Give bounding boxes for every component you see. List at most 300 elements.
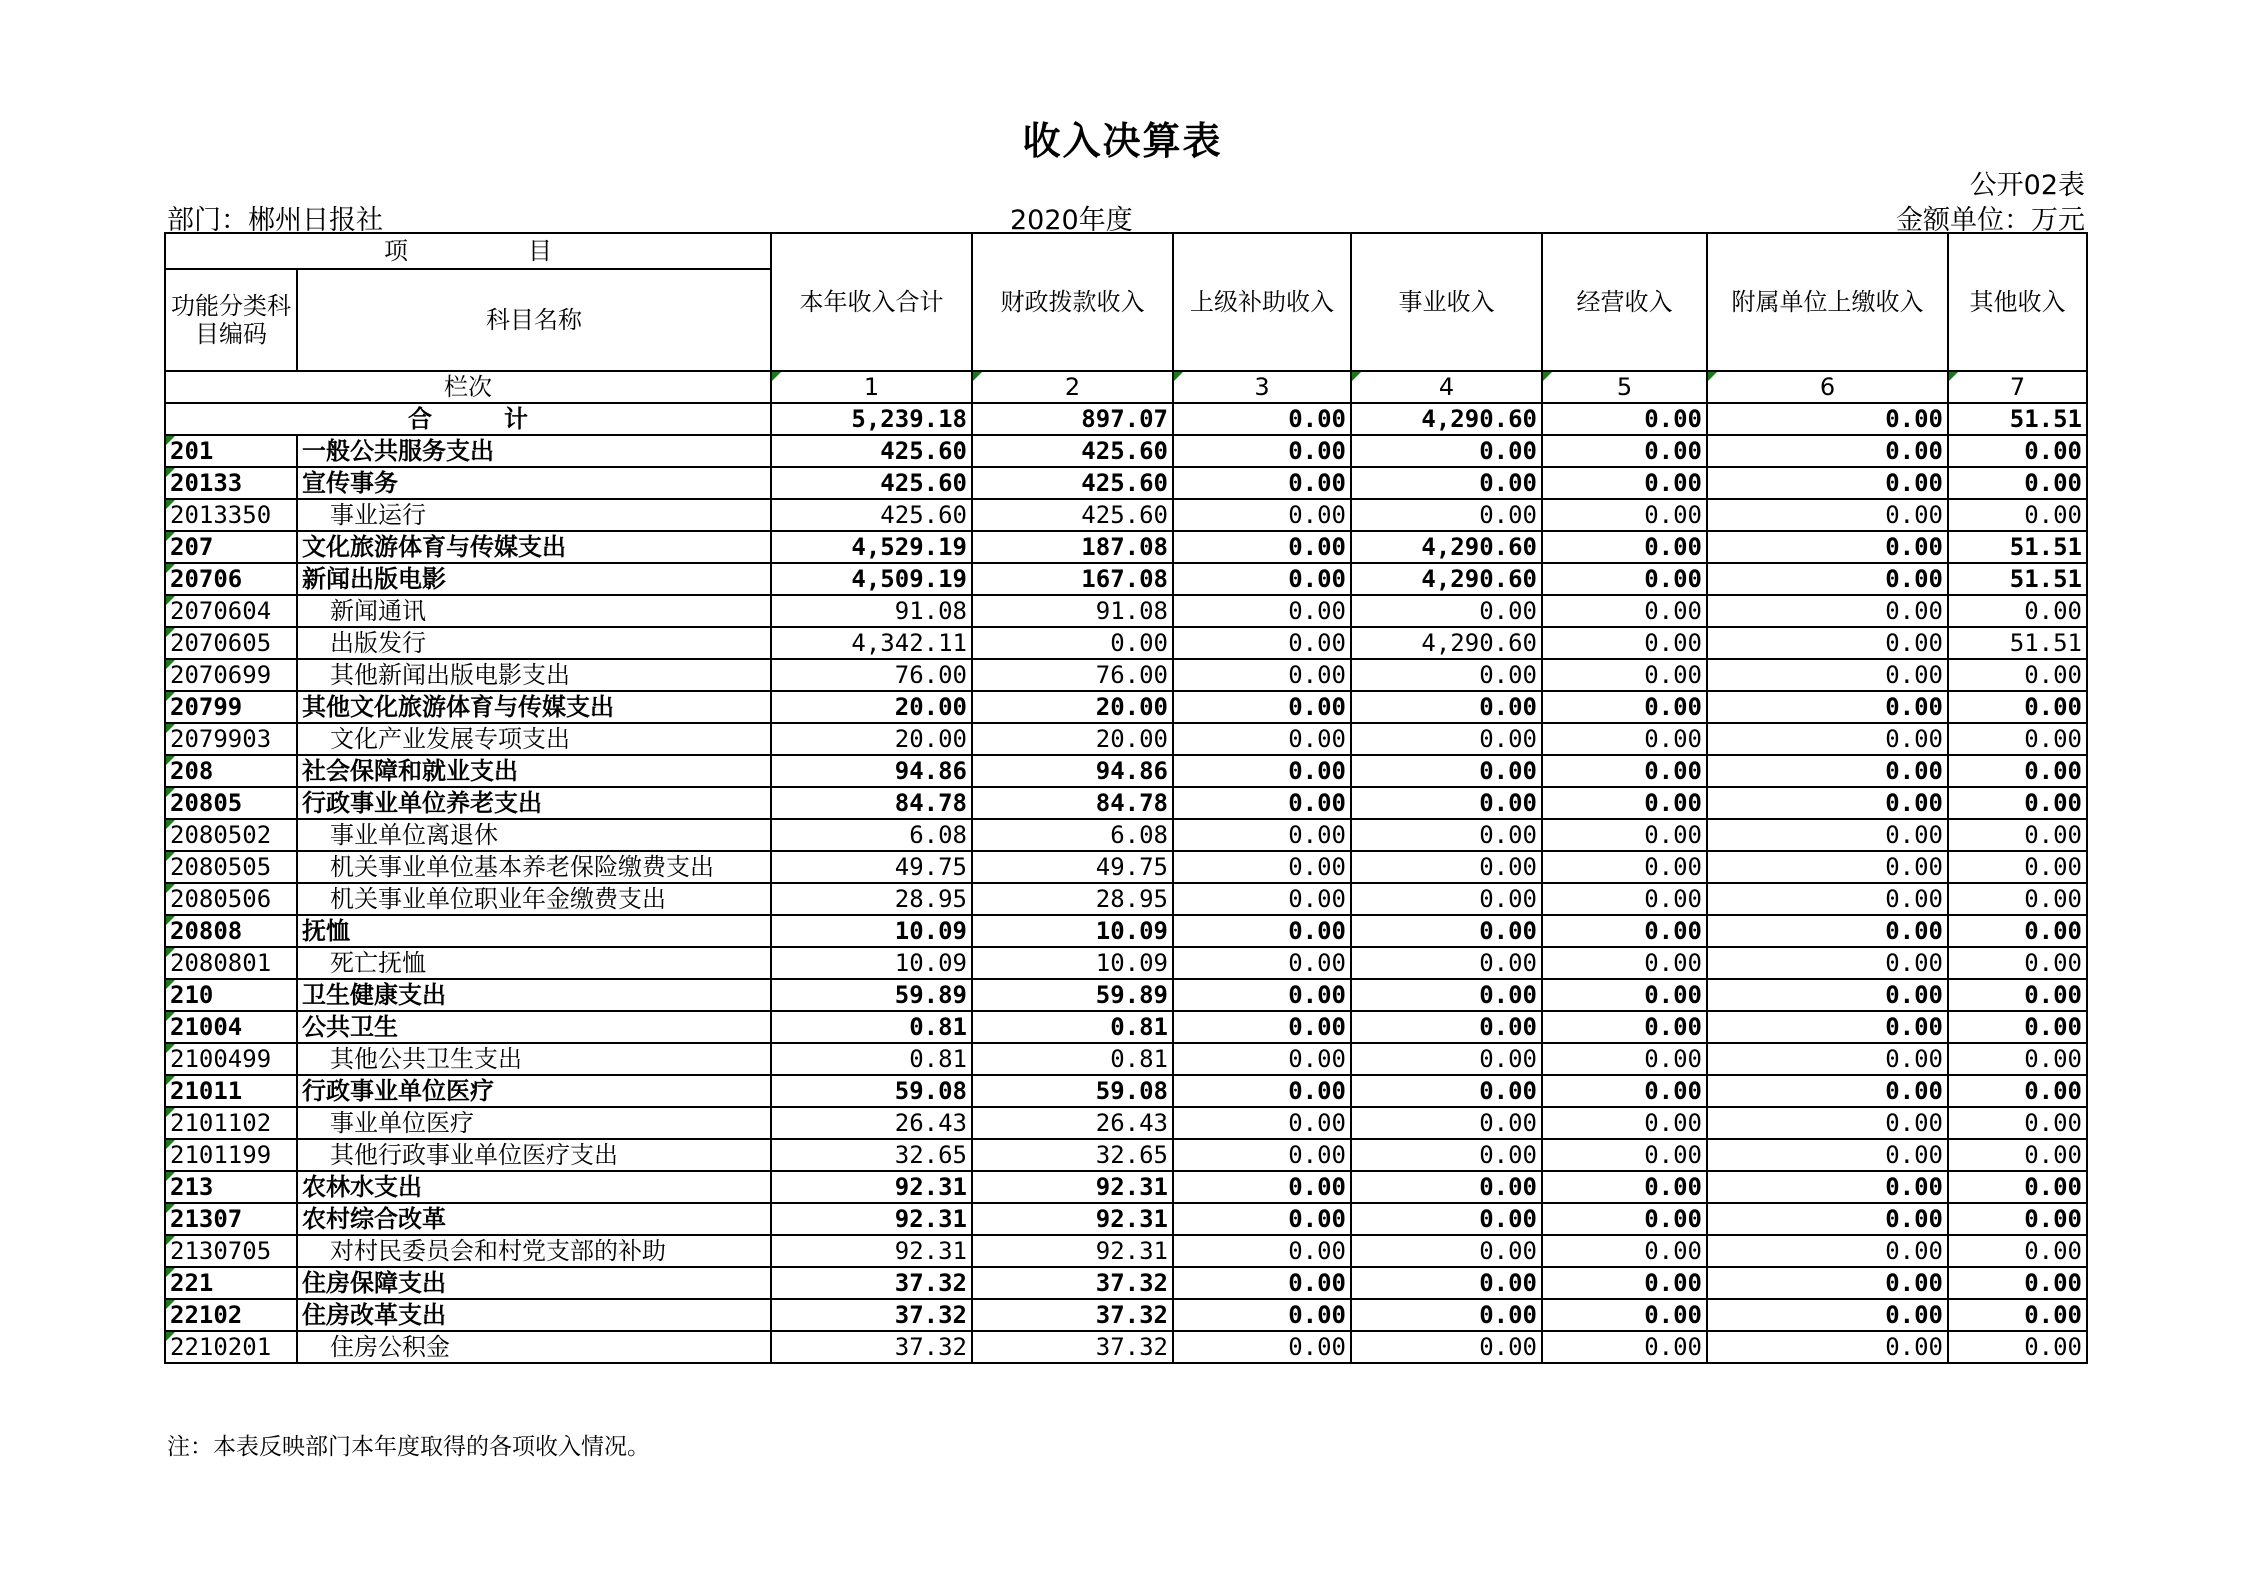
col-header: 本年收入合计	[771, 233, 972, 371]
table-row	[165, 787, 2087, 819]
table-row	[165, 851, 2087, 883]
amount-cell: 0.00	[1173, 1299, 1351, 1331]
amount-cell: 0.00	[972, 627, 1173, 659]
total-row	[165, 403, 2087, 435]
amount-cell: 0.00	[1351, 851, 1542, 883]
subject-code: 21011	[165, 1075, 297, 1107]
table-row	[165, 1171, 2087, 1203]
subject-name: 住房改革支出	[297, 1299, 771, 1331]
table-row	[165, 1235, 2087, 1267]
amount-cell: 0.00	[1173, 1043, 1351, 1075]
amount-cell: 0.00	[1351, 947, 1542, 979]
amount-cell: 0.00	[1948, 1107, 2087, 1139]
amount-cell: 91.08	[771, 595, 972, 627]
subject-name: 其他文化旅游体育与传媒支出	[297, 691, 771, 723]
amount-cell: 0.00	[1351, 691, 1542, 723]
amount-cell: 425.60	[771, 435, 972, 467]
amount-cell: 0.00	[1351, 1235, 1542, 1267]
amount-cell: 0.00	[1948, 1139, 2087, 1171]
subject-name: 农林水支出	[297, 1171, 771, 1203]
amount-cell: 51.51	[1948, 627, 2087, 659]
table-row	[165, 883, 2087, 915]
amount-cell: 28.95	[972, 883, 1173, 915]
amount-cell: 0.00	[1351, 1331, 1542, 1363]
amount-cell: 4,290.60	[1351, 627, 1542, 659]
amount-cell: 0.00	[1173, 563, 1351, 595]
subject-name: 一般公共服务支出	[297, 435, 771, 467]
col-header: 其他收入	[1948, 233, 2087, 371]
amount-cell: 425.60	[771, 499, 972, 531]
amount-cell: 0.00	[1351, 659, 1542, 691]
amount-cell: 0.00	[1707, 1235, 1948, 1267]
subject-name: 其他新闻出版电影支出	[297, 659, 771, 691]
subject-code: 20133	[165, 467, 297, 499]
amount-cell: 0.00	[1173, 723, 1351, 755]
amount-cell: 4,509.19	[771, 563, 972, 595]
amount-cell: 92.31	[972, 1203, 1173, 1235]
amount-cell: 0.00	[1542, 1203, 1707, 1235]
amount-cell: 0.00	[1707, 435, 1948, 467]
report-title: 收入决算表	[1022, 119, 1223, 163]
amount-cell: 94.86	[771, 755, 972, 787]
amount-cell: 0.00	[1173, 627, 1351, 659]
amount-cell: 0.00	[1707, 467, 1948, 499]
amount-cell: 32.65	[972, 1139, 1173, 1171]
amount-cell: 0.00	[1542, 691, 1707, 723]
amount-cell: 0.00	[1173, 883, 1351, 915]
amount-cell: 0.00	[1707, 1139, 1948, 1171]
column-number: 1	[771, 371, 972, 403]
subject-code: 210	[165, 979, 297, 1011]
column-number: 4	[1351, 371, 1542, 403]
amount-cell: 425.60	[972, 499, 1173, 531]
table-row	[165, 435, 2087, 467]
table-row	[165, 947, 2087, 979]
amount-cell: 0.00	[1173, 1171, 1351, 1203]
subject-name: 事业运行	[297, 499, 771, 531]
amount-cell: 0.00	[1351, 1043, 1542, 1075]
amount-cell: 84.78	[972, 787, 1173, 819]
subject-code: 2210201	[165, 1331, 297, 1363]
amount-cell: 0.00	[1173, 1139, 1351, 1171]
amount-cell: 0.00	[1351, 819, 1542, 851]
amount-cell: 37.32	[771, 1299, 972, 1331]
column-number-row	[165, 371, 2087, 403]
amount-cell: 0.00	[1351, 787, 1542, 819]
amount-cell: 0.00	[1542, 499, 1707, 531]
amount-cell: 0.00	[1173, 1267, 1351, 1299]
table-row	[165, 595, 2087, 627]
subject-code: 2080505	[165, 851, 297, 883]
column-number: 7	[1948, 371, 2087, 403]
amount-cell: 0.00	[1173, 435, 1351, 467]
table-row	[165, 531, 2087, 563]
amount-cell: 0.00	[1173, 1107, 1351, 1139]
table-row	[165, 1299, 2087, 1331]
table-row	[165, 979, 2087, 1011]
amount-cell: 0.00	[1707, 595, 1948, 627]
amount-cell: 92.31	[972, 1171, 1173, 1203]
amount-cell: 0.00	[1707, 1331, 1948, 1363]
table-row	[165, 819, 2087, 851]
amount-cell: 0.00	[1173, 1235, 1351, 1267]
amount-cell: 0.00	[1707, 1107, 1948, 1139]
amount-cell: 0.00	[1542, 595, 1707, 627]
amount-cell: 0.00	[1351, 595, 1542, 627]
amount-cell: 59.89	[972, 979, 1173, 1011]
amount-cell: 0.00	[1948, 723, 2087, 755]
amount-cell: 0.00	[1542, 1331, 1707, 1363]
amount-cell: 0.00	[1948, 499, 2087, 531]
subject-name: 农村综合改革	[297, 1203, 771, 1235]
amount-cell: 0.00	[1948, 467, 2087, 499]
amount-cell: 0.00	[1173, 819, 1351, 851]
amount-cell: 0.00	[1542, 1139, 1707, 1171]
amount-cell: 0.00	[1707, 819, 1948, 851]
amount-cell: 0.00	[1948, 787, 2087, 819]
table-row	[165, 1075, 2087, 1107]
amount-cell: 0.00	[1542, 659, 1707, 691]
subject-name: 宣传事务	[297, 467, 771, 499]
amount-cell: 10.09	[972, 915, 1173, 947]
column-number: 3	[1173, 371, 1351, 403]
amount-cell: 0.00	[1173, 1011, 1351, 1043]
amount-cell: 20.00	[972, 691, 1173, 723]
subject-code: 2130705	[165, 1235, 297, 1267]
amount-cell: 0.00	[1173, 691, 1351, 723]
amount-cell: 0.00	[1351, 1139, 1542, 1171]
table-row	[165, 563, 2087, 595]
subject-code: 21004	[165, 1011, 297, 1043]
amount-cell: 0.81	[771, 1011, 972, 1043]
amount-cell: 51.51	[1948, 531, 2087, 563]
amount-cell: 4,529.19	[771, 531, 972, 563]
amount-cell: 0.00	[1707, 691, 1948, 723]
subject-name: 新闻通讯	[297, 595, 771, 627]
table-row	[165, 1203, 2087, 1235]
amount-cell: 26.43	[972, 1107, 1173, 1139]
amount-cell: 0.00	[1542, 1075, 1707, 1107]
subject-code: 2070605	[165, 627, 297, 659]
column-number: 5	[1542, 371, 1707, 403]
subject-name: 公共卫生	[297, 1011, 771, 1043]
amount-cell: 37.32	[972, 1299, 1173, 1331]
amount-cell: 6.08	[771, 819, 972, 851]
total-value: 5,239.18	[771, 403, 972, 435]
income-table	[164, 232, 2088, 1364]
amount-cell: 92.31	[771, 1171, 972, 1203]
amount-cell: 0.00	[1542, 1171, 1707, 1203]
amount-cell: 76.00	[972, 659, 1173, 691]
subject-code: 2100499	[165, 1043, 297, 1075]
amount-cell: 49.75	[771, 851, 972, 883]
subject-code: 20805	[165, 787, 297, 819]
amount-cell: 0.00	[1542, 1107, 1707, 1139]
amount-cell: 0.00	[1948, 659, 2087, 691]
subject-name: 死亡抚恤	[297, 947, 771, 979]
amount-cell: 0.00	[1707, 659, 1948, 691]
table-row	[165, 627, 2087, 659]
amount-cell: 0.00	[1542, 1011, 1707, 1043]
amount-cell: 0.00	[1351, 499, 1542, 531]
item-header: 项 目	[165, 233, 771, 269]
amount-cell: 0.00	[1948, 1235, 2087, 1267]
amount-cell: 0.00	[1948, 435, 2087, 467]
amount-cell: 0.00	[1542, 531, 1707, 563]
subject-name: 其他行政事业单位医疗支出	[297, 1139, 771, 1171]
subject-code: 207	[165, 531, 297, 563]
table-row	[165, 691, 2087, 723]
amount-cell: 0.00	[1173, 851, 1351, 883]
subject-name: 文化产业发展专项支出	[297, 723, 771, 755]
amount-cell: 10.09	[771, 947, 972, 979]
total-value: 0.00	[1542, 403, 1707, 435]
amount-cell: 0.81	[972, 1011, 1173, 1043]
amount-cell: 0.00	[1707, 787, 1948, 819]
amount-cell: 0.00	[1351, 1299, 1542, 1331]
amount-cell: 28.95	[771, 883, 972, 915]
table-row	[165, 1043, 2087, 1075]
table-row	[165, 1011, 2087, 1043]
amount-cell: 0.00	[1542, 1267, 1707, 1299]
amount-cell: 0.00	[1542, 787, 1707, 819]
table-row	[165, 467, 2087, 499]
amount-cell: 0.00	[1707, 755, 1948, 787]
amount-cell: 0.00	[1707, 1203, 1948, 1235]
amount-cell: 0.00	[1351, 1267, 1542, 1299]
subject-name: 卫生健康支出	[297, 979, 771, 1011]
amount-cell: 0.00	[1948, 1299, 2087, 1331]
amount-cell: 0.00	[1542, 915, 1707, 947]
amount-cell: 59.08	[771, 1075, 972, 1107]
amount-cell: 20.00	[972, 723, 1173, 755]
amount-cell: 0.00	[1707, 1075, 1948, 1107]
subject-code: 21307	[165, 1203, 297, 1235]
amount-cell: 0.00	[1542, 723, 1707, 755]
amount-cell: 0.00	[1351, 915, 1542, 947]
amount-cell: 59.08	[972, 1075, 1173, 1107]
amount-cell: 0.00	[1542, 1299, 1707, 1331]
amount-cell: 0.00	[1707, 1299, 1948, 1331]
subject-code: 2070699	[165, 659, 297, 691]
amount-cell: 0.00	[1948, 947, 2087, 979]
amount-cell: 0.00	[1351, 755, 1542, 787]
subject-code: 2080506	[165, 883, 297, 915]
amount-cell: 76.00	[771, 659, 972, 691]
amount-cell: 0.00	[1707, 1043, 1948, 1075]
amount-cell: 0.00	[1948, 1011, 2087, 1043]
amount-cell: 20.00	[771, 723, 972, 755]
amount-cell: 0.00	[1542, 435, 1707, 467]
subject-name: 事业单位医疗	[297, 1107, 771, 1139]
amount-cell: 37.32	[771, 1331, 972, 1363]
amount-cell: 20.00	[771, 691, 972, 723]
subject-name: 行政事业单位医疗	[297, 1075, 771, 1107]
total-value: 4,290.60	[1351, 403, 1542, 435]
amount-cell: 0.00	[1173, 659, 1351, 691]
amount-cell: 0.00	[1173, 531, 1351, 563]
subject-code: 221	[165, 1267, 297, 1299]
amount-cell: 0.00	[1173, 915, 1351, 947]
table-row	[165, 1331, 2087, 1363]
amount-cell: 187.08	[972, 531, 1173, 563]
subject-code: 2013350	[165, 499, 297, 531]
amount-cell: 0.00	[1948, 819, 2087, 851]
subject-code: 2080801	[165, 947, 297, 979]
subject-name: 行政事业单位养老支出	[297, 787, 771, 819]
amount-cell: 0.00	[1351, 1011, 1542, 1043]
code-header: 功能分类科目编码	[165, 269, 297, 371]
amount-cell: 0.00	[1542, 627, 1707, 659]
amount-cell: 0.00	[1948, 1267, 2087, 1299]
amount-cell: 0.00	[1542, 1043, 1707, 1075]
name-header: 科目名称	[297, 269, 771, 371]
amount-cell: 0.00	[1542, 947, 1707, 979]
amount-cell: 0.00	[1707, 531, 1948, 563]
subject-code: 20799	[165, 691, 297, 723]
amount-cell: 0.00	[1948, 691, 2087, 723]
amount-cell: 92.31	[972, 1235, 1173, 1267]
amount-cell: 37.32	[972, 1267, 1173, 1299]
amount-cell: 0.81	[972, 1043, 1173, 1075]
amount-cell: 0.00	[1948, 883, 2087, 915]
amount-cell: 0.00	[1173, 947, 1351, 979]
fiscal-year: 2020年度	[1010, 205, 1133, 236]
subject-code: 2101102	[165, 1107, 297, 1139]
table-row	[165, 1139, 2087, 1171]
subject-name: 住房保障支出	[297, 1267, 771, 1299]
total-value: 0.00	[1707, 403, 1948, 435]
amount-cell: 0.00	[1707, 851, 1948, 883]
form-number: 公开02表	[1969, 170, 2085, 201]
amount-cell: 0.00	[1542, 883, 1707, 915]
footnote: 注：本表反映部门本年度取得的各项收入情况。	[167, 1434, 650, 1460]
amount-cell: 0.00	[1351, 1171, 1542, 1203]
subject-name: 事业单位离退休	[297, 819, 771, 851]
table-row	[165, 1107, 2087, 1139]
amount-cell: 0.00	[1542, 851, 1707, 883]
amount-cell: 0.00	[1948, 1043, 2087, 1075]
amount-cell: 0.00	[1173, 755, 1351, 787]
amount-cell: 0.00	[1173, 1075, 1351, 1107]
amount-cell: 0.00	[1173, 1203, 1351, 1235]
amount-cell: 0.00	[1542, 755, 1707, 787]
amount-cell: 0.00	[1351, 723, 1542, 755]
amount-cell: 91.08	[972, 595, 1173, 627]
col-header: 事业收入	[1351, 233, 1542, 371]
amount-cell: 0.00	[1707, 627, 1948, 659]
subject-name: 机关事业单位职业年金缴费支出	[297, 883, 771, 915]
amount-cell: 0.00	[1707, 1171, 1948, 1203]
amount-cell: 37.32	[972, 1331, 1173, 1363]
col-header: 经营收入	[1542, 233, 1707, 371]
amount-cell: 32.65	[771, 1139, 972, 1171]
amount-cell: 0.00	[1707, 563, 1948, 595]
amount-cell: 425.60	[972, 467, 1173, 499]
table-row	[165, 1267, 2087, 1299]
total-value: 897.07	[972, 403, 1173, 435]
amount-cell: 94.86	[972, 755, 1173, 787]
subject-code: 2101199	[165, 1139, 297, 1171]
amount-cell: 0.00	[1948, 915, 2087, 947]
subject-name: 其他公共卫生支出	[297, 1043, 771, 1075]
subject-code: 2079903	[165, 723, 297, 755]
subject-code: 213	[165, 1171, 297, 1203]
amount-cell: 0.00	[1351, 1075, 1542, 1107]
amount-cell: 4,342.11	[771, 627, 972, 659]
amount-cell: 84.78	[771, 787, 972, 819]
column-number: 2	[972, 371, 1173, 403]
subject-code: 20706	[165, 563, 297, 595]
amount-cell: 0.00	[1707, 915, 1948, 947]
subject-code: 201	[165, 435, 297, 467]
amount-cell: 0.00	[1542, 979, 1707, 1011]
amount-cell: 0.00	[1351, 883, 1542, 915]
amount-cell: 0.00	[1542, 819, 1707, 851]
amount-cell: 0.00	[1948, 1331, 2087, 1363]
table-row	[165, 915, 2087, 947]
subject-code: 208	[165, 755, 297, 787]
subject-name: 出版发行	[297, 627, 771, 659]
amount-cell: 0.00	[1351, 467, 1542, 499]
col-header: 附属单位上缴收入	[1707, 233, 1948, 371]
amount-cell: 0.00	[1707, 947, 1948, 979]
amount-cell: 0.00	[1707, 499, 1948, 531]
subject-code: 22102	[165, 1299, 297, 1331]
subject-code: 2080502	[165, 819, 297, 851]
table-row	[165, 659, 2087, 691]
amount-cell: 0.81	[771, 1043, 972, 1075]
amount-cell: 0.00	[1542, 563, 1707, 595]
table-row	[165, 755, 2087, 787]
amount-cell: 0.00	[1542, 467, 1707, 499]
amount-cell: 26.43	[771, 1107, 972, 1139]
amount-cell: 0.00	[1707, 723, 1948, 755]
subject-code: 20808	[165, 915, 297, 947]
amount-unit: 金额单位：万元	[1896, 205, 2085, 236]
amount-cell: 0.00	[1948, 851, 2087, 883]
amount-cell: 425.60	[972, 435, 1173, 467]
amount-cell: 37.32	[771, 1267, 972, 1299]
total-value: 51.51	[1948, 403, 2087, 435]
amount-cell: 4,290.60	[1351, 531, 1542, 563]
amount-cell: 92.31	[771, 1235, 972, 1267]
total-value: 0.00	[1173, 403, 1351, 435]
amount-cell: 6.08	[972, 819, 1173, 851]
amount-cell: 0.00	[1351, 1107, 1542, 1139]
amount-cell: 0.00	[1542, 1235, 1707, 1267]
amount-cell: 0.00	[1948, 1075, 2087, 1107]
amount-cell: 0.00	[1948, 1171, 2087, 1203]
subject-name: 抚恤	[297, 915, 771, 947]
table-row	[165, 723, 2087, 755]
subject-name: 住房公积金	[297, 1331, 771, 1363]
amount-cell: 0.00	[1173, 979, 1351, 1011]
col-header: 上级补助收入	[1173, 233, 1351, 371]
amount-cell: 0.00	[1351, 435, 1542, 467]
table-row	[165, 499, 2087, 531]
subject-name: 社会保障和就业支出	[297, 755, 771, 787]
amount-cell: 0.00	[1948, 595, 2087, 627]
amount-cell: 92.31	[771, 1203, 972, 1235]
amount-cell: 425.60	[771, 467, 972, 499]
subject-name: 文化旅游体育与传媒支出	[297, 531, 771, 563]
amount-cell: 0.00	[1351, 979, 1542, 1011]
amount-cell: 0.00	[1707, 883, 1948, 915]
amount-cell: 0.00	[1173, 467, 1351, 499]
amount-cell: 0.00	[1948, 755, 2087, 787]
amount-cell: 0.00	[1707, 1011, 1948, 1043]
